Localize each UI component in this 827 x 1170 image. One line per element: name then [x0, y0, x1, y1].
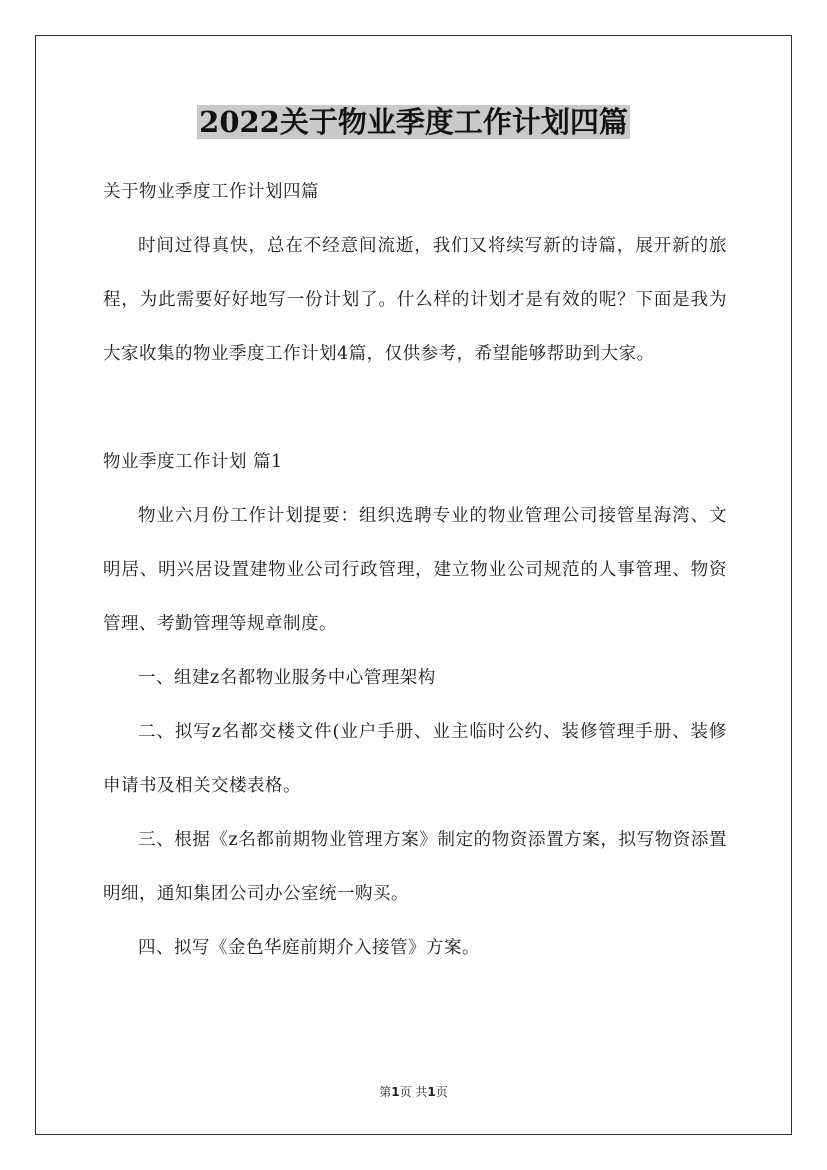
- body-paragraph: 一、组建z名都物业服务中心管理架构: [138, 668, 436, 688]
- document-body: [103, 165, 727, 975]
- body-paragraph: 物业六月份工作计划提要：组织选聘专业的物业管理公司接管星海湾、文明居、明兴居设置建物业公司行政管理，建立物业公司规范的人事管理、物资管理、考勤管理等规章制度。: [103, 506, 727, 634]
- total-pages: 1: [427, 1085, 436, 1099]
- body-paragraph: 四、拟写《金色华庭前期介入接管》方案。: [138, 938, 480, 958]
- page-footer: [0, 1083, 827, 1100]
- body-paragraph: 三、根据《z名都前期物业管理方案》制定的物资添置方案，拟写物资添置明细，通知集团公司办公室统一购买。: [103, 830, 727, 904]
- intro-paragraph: 时间过得真快，总在不经意间流逝，我们又将续写新的诗篇，展开新的旅程，为此需要好好地写一份计划了。什么样的计划才是有效的呢？下面是我为大家收集的物业季度工作计划4篇，仅供参考，希望能够帮助到大家。: [103, 236, 727, 364]
- footer-prefix: 第: [379, 1085, 392, 1099]
- section-heading: 物业季度工作计划 篇1: [103, 452, 283, 472]
- subtitle: 关于物业季度工作计划四篇: [103, 182, 319, 202]
- document-title-text: 2022关于物业季度工作计划四篇: [199, 105, 628, 139]
- body-paragraph: 二、拟写z名都交楼文件(业户手册、业主临时公约、装修管理手册、装修申请书及相关交楼表格。: [103, 722, 727, 796]
- footer-suffix: 页: [435, 1085, 448, 1099]
- document-title: [0, 100, 827, 144]
- page-number: 1: [391, 1085, 400, 1099]
- footer-mid: 页 共: [399, 1085, 428, 1099]
